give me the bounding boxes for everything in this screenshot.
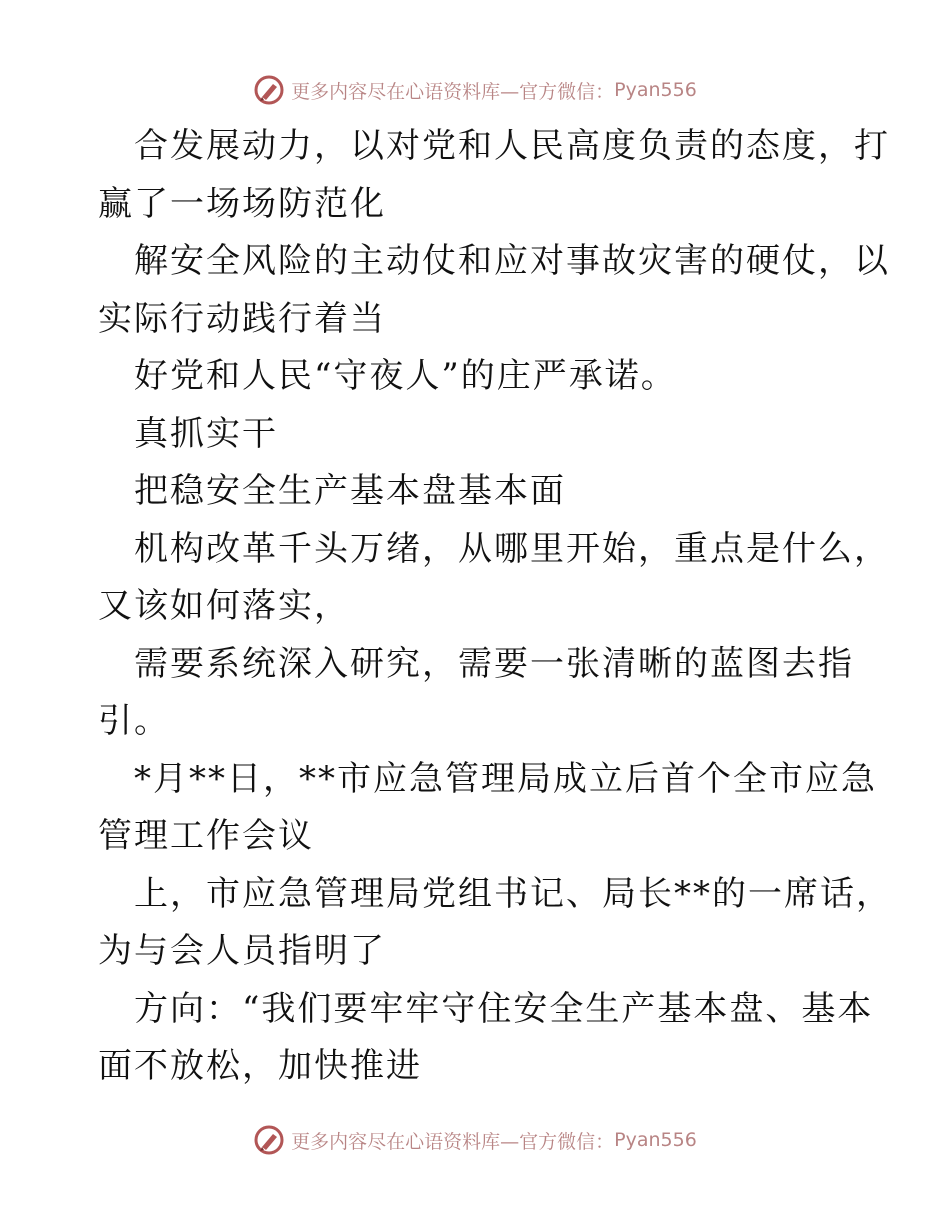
paragraph-line: 合发展动力，以对党和人民高度负责的态度，打 xyxy=(134,126,890,166)
pen-logo-icon xyxy=(253,74,285,106)
section-heading: 真抓实干 xyxy=(134,413,278,454)
paragraph-line: 赢了一场场防范化 xyxy=(98,183,386,224)
paragraph-line: 为与会人员指明了 xyxy=(98,931,386,971)
paragraph-line: 上，市应急管理局党组书记、局长**的一席话， xyxy=(134,873,892,914)
paragraph-line: 引。 xyxy=(98,701,170,741)
watermark-header xyxy=(0,70,950,110)
watermark-footer xyxy=(0,1120,950,1160)
paragraph-line: 需要系统深入研究，需要一张清晰的蓝图去指 xyxy=(134,643,854,684)
paragraph-line: 机构改革千头万绪，从哪里开始，重点是什么， xyxy=(134,528,890,569)
paragraph-line: 实际行动践行着当 xyxy=(98,298,386,339)
paragraph-line: 好党和人民“守夜人”的庄严承诺。 xyxy=(134,356,677,396)
watermark-account: Pyan556 xyxy=(614,1129,697,1151)
pen-logo-icon xyxy=(253,1124,285,1156)
paragraph-line: 面不放松，加快推进 xyxy=(98,1046,422,1086)
body-text xyxy=(98,118,892,1096)
paragraph-line: 解安全风险的主动仗和应对事故灾害的硬仗，以 xyxy=(134,241,890,281)
paragraph-line: 又该如何落实， xyxy=(98,586,350,626)
section-subheading: 把稳安全生产基本盘基本面 xyxy=(134,471,566,511)
watermark-text: 更多内容尽在心语资料库—官方微信： xyxy=(291,80,615,103)
paragraph-line: 方向：“我们要牢牢守住安全生产基本盘、基本 xyxy=(134,988,874,1029)
watermark-text: 更多内容尽在心语资料库—官方微信： xyxy=(291,1130,615,1153)
paragraph-line: 管理工作会议 xyxy=(98,816,314,856)
watermark-account: Pyan556 xyxy=(614,79,697,101)
paragraph-line: *月**日，**市应急管理局成立后首个全市应急 xyxy=(134,758,877,799)
